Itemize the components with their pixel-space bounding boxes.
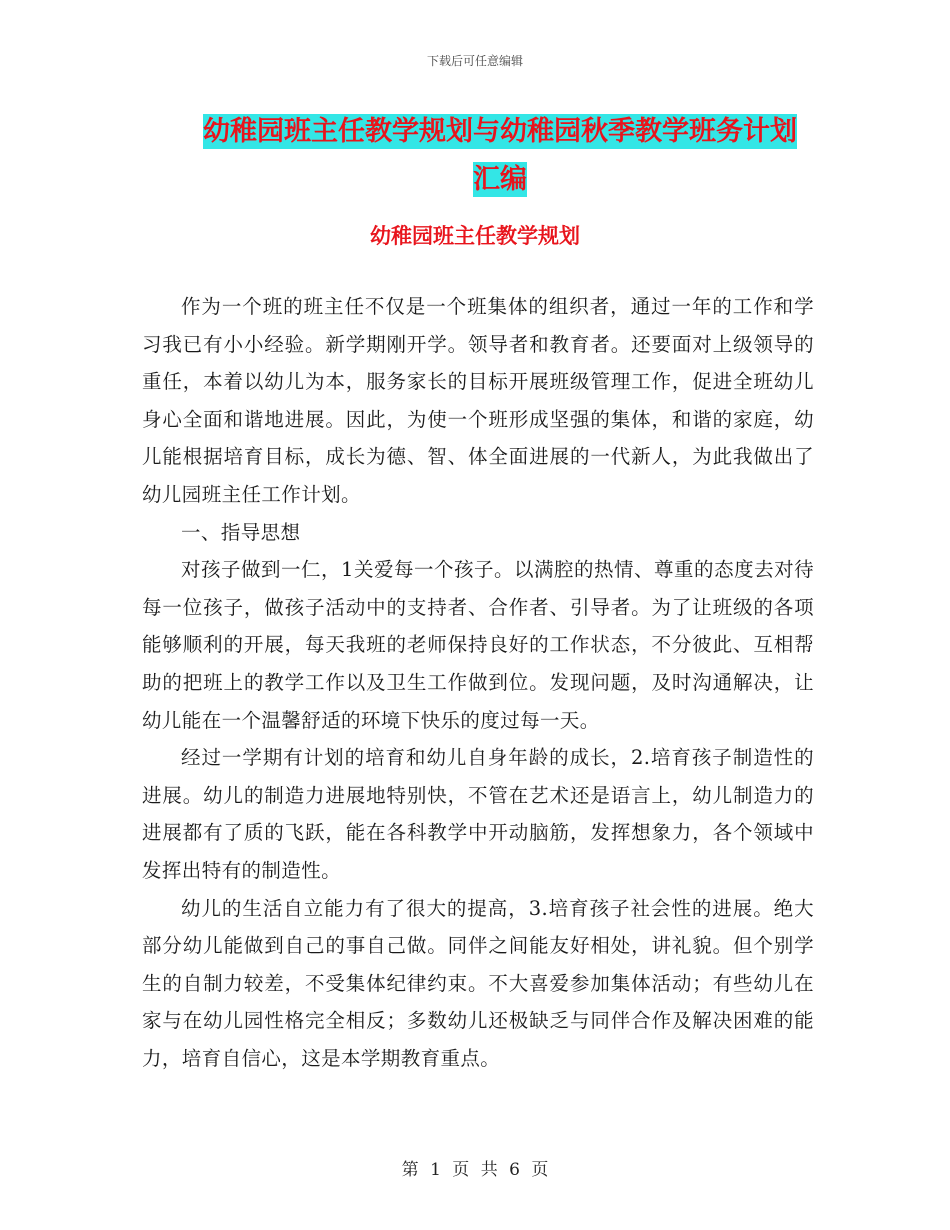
paragraph-social-development: 幼儿的生活自立能力有了很大的提高，3.培育孩子社会性的进展。绝大部分幼儿能做到自己的事自己做。同伴之间能友好相处，讲礼貌。但个别学生的自制力较差，不受集体纪律约束。不大喜爱参加集体活动；有些幼儿在家与在幼儿园性格完全相反；多数幼儿还极缺乏与同伴合作及解决困难的能力，培育自信心，这是本学期教育重点。 <box>142 896 814 1070</box>
paragraph-intro: 作为一个班的班主任不仅是一个班集体的组织者，通过一年的工作和学习我已有小小经验。新学期刚开学。领导者和教育者。还要面对上级领导的重任，本着以幼儿为本，服务家长的目标开展班级管理工作，促进全班幼儿身心全面和谐地进展。因此，为使一个班形成坚强的集体，和谐的家庭，幼儿能根据培育目标，成长为德、智、体全面进展的一代新人，为此我做出了幼儿园班主任工作计划。 <box>142 295 814 506</box>
page-number-footer: 第 1 页 共 6 页 <box>401 1160 549 1180</box>
document-title-text: 幼稚园班主任教学规划与幼稚园秋季教学班务计划汇编 <box>203 116 797 195</box>
page-header-note: 下载后可任意编辑 <box>426 54 523 68</box>
paragraph-creativity: 经过一学期有计划的培育和幼儿自身年龄的成长，2.培育孩子制造性的进展。幼儿的制造力进展地特别快，不管在艺术还是语言上，幼儿制造力的进展都有了质的飞跃，能在各科教学中开动脑筋，发挥想象力，各个领域中发挥出特有的制造性。 <box>142 746 814 882</box>
document-body <box>142 288 814 1077</box>
paragraph-heading-guiding-idea: 一、指导思想 <box>181 520 301 544</box>
paragraph-care-every-child: 对孩子做到一仁，1关爱每一个孩子。以满腔的热情、尊重的态度去对待每一位孩子，做孩子活动中的支持者、合作者、引导者。为了让班级的各项能够顺利的开展，每天我班的老师保持良好的工作状态，不分彼此、互相帮助的把班上的教学工作以及卫生工作做到位。发现问题，及时沟通解决，让幼儿能在一个温馨舒适的环境下快乐的度过每一天。 <box>142 558 814 732</box>
document-title <box>190 108 810 204</box>
section-title: 幼稚园班主任教学规划 <box>370 224 580 248</box>
